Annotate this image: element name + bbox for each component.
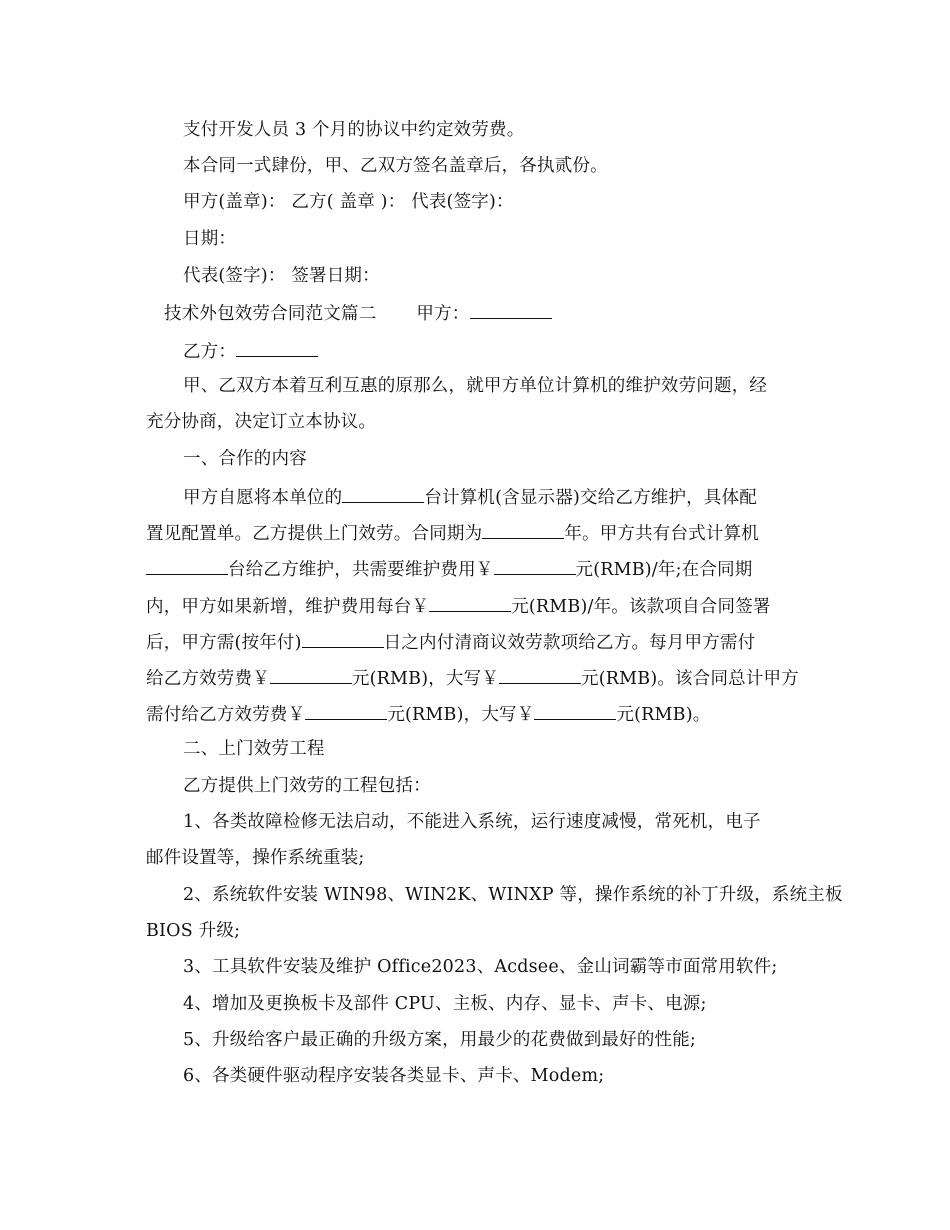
contract-title: 技术外包效劳合同范文篇二: [164, 304, 377, 324]
text-line: [183, 484, 757, 510]
text-segment: 台计算机(含显示器)交给乙方维护，具体配: [424, 488, 757, 508]
fill-blank: [270, 665, 352, 684]
fill-blank: [302, 629, 384, 648]
party-b-label: 乙方：: [183, 342, 237, 362]
list-item: 4、增加及更换板卡及部件 CPU、主板、内存、显卡、声卡、电源;: [183, 994, 707, 1014]
list-item: 2、系统软件安装 WIN98、WIN2K、WINXP 等，操作系统的补丁升级，系统主板: [183, 885, 843, 905]
fill-blank: [482, 520, 564, 539]
text-line: 本合同一式肆份，甲、乙双方签名盖章后，各执贰份。: [183, 156, 608, 176]
text-line: 充分协商，决定订立本协议。: [146, 412, 377, 432]
text-segment: 台给乙方维护，共需要维护费用￥: [228, 560, 494, 580]
list-item: 5、升级给客户最正确的升级方案，用最少的花费做到最好的性能;: [183, 1030, 697, 1050]
signature-line: 甲方(盖章)： 乙方( 盖章 )： 代表(签字)：: [183, 192, 514, 212]
text-line: [146, 556, 753, 582]
date-line: 日期：: [183, 229, 237, 249]
fill-blank: [534, 701, 616, 720]
fill-blank: [499, 665, 581, 684]
party-a-blank: [470, 300, 552, 319]
party-b-blank: [236, 338, 318, 357]
text-segment: 内，甲方如果新增，维护费用每台￥: [146, 597, 430, 617]
fill-blank: [342, 484, 424, 503]
text-segment: 元(RMB)，大写￥: [351, 669, 500, 689]
text-segment: 元(RMB)，大写￥: [387, 705, 535, 725]
text-line: [146, 629, 755, 655]
text-line: [146, 665, 799, 691]
section-heading-line: [164, 300, 552, 326]
section-heading: 一、合作的内容: [183, 449, 307, 469]
text-line: 邮件设置等，操作系统重装;: [146, 848, 365, 868]
text-segment: 置见配置单。乙方提供上门效劳。合同期为: [146, 524, 483, 544]
text-line: 甲、乙双方本着互利互惠的原那么，就甲方单位计算机的维护效劳问题，经: [183, 376, 768, 396]
list-item: 3、工具软件安装及维护 Office2023、Acdsee、金山词霸等市面常用软件;: [183, 957, 778, 977]
text-line: [146, 593, 771, 619]
text-segment: 给乙方效劳费￥: [146, 669, 270, 689]
list-item: 1、各类故障检修无法启动，不能进入系统，运行速度减慢，常死机，电子: [183, 812, 761, 832]
fill-blank: [429, 593, 511, 612]
text-segment: 日之内付清商议效劳款项给乙方。每月甲方需付: [383, 633, 756, 653]
text-line: [146, 701, 710, 727]
text-line: 支付开发人员 3 个月的协议中约定效劳费。: [183, 120, 525, 140]
text-segment: 元(RMB)。: [616, 705, 711, 725]
text-segment: 后，甲方需(按年付): [146, 633, 302, 653]
text-segment: 元(RMB)/年;在合同期: [575, 560, 753, 580]
text-segment: 年。甲方共有台式计算机: [564, 524, 760, 544]
party-a-label: 甲方：: [416, 304, 470, 324]
party-b-line: [183, 338, 318, 364]
section-heading: 二、上门效劳工程: [183, 739, 325, 759]
list-item: 6、各类硬件驱动程序安装各类显卡、声卡、Modem;: [183, 1066, 605, 1086]
text-segment: 元(RMB)/年。该款项自合同签署: [511, 597, 771, 617]
text-segment: 甲方自愿将本单位的: [183, 488, 343, 508]
signature-date-line: 代表(签字)： 签署日期：: [183, 266, 380, 286]
fill-blank: [146, 556, 228, 575]
text-line: BIOS 升级;: [146, 921, 241, 941]
text-line: [146, 520, 759, 546]
text-segment: 元(RMB)。该合同总计甲方: [581, 669, 799, 689]
text-line: 乙方提供上门效劳的工程包括：: [183, 776, 431, 796]
fill-blank: [494, 556, 576, 575]
fill-blank: [305, 701, 387, 720]
text-segment: 需付给乙方效劳费￥: [146, 705, 306, 725]
